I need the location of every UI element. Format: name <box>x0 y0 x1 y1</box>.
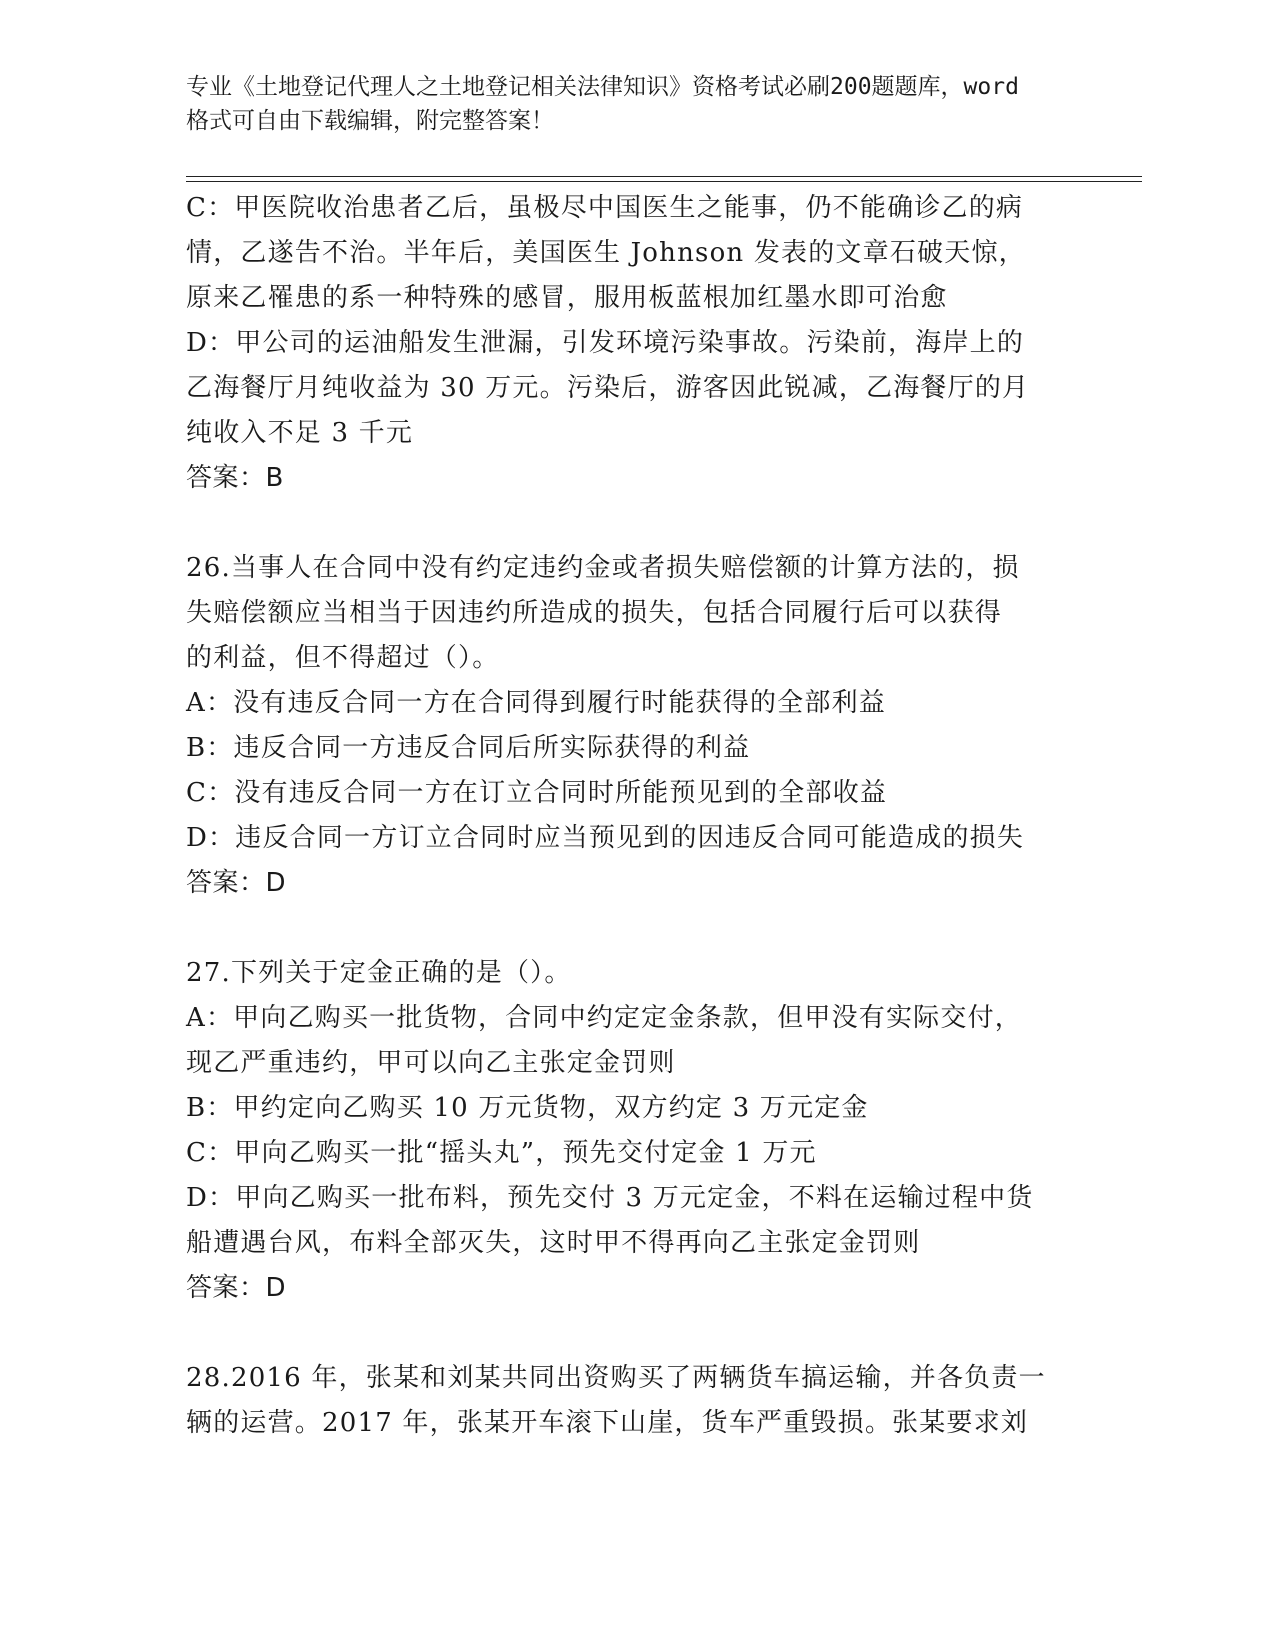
question-spacer <box>186 906 1086 951</box>
q26-option-d: D：违反合同一方订立合同时应当预见到的因违反合同可能造成的损失 <box>186 823 1025 853</box>
q27-option-b: B：甲约定向乙购买 10 万元货物，双方约定 3 万元定金 <box>186 1093 869 1123</box>
q26-stem <box>186 546 1086 681</box>
q27-option-d-line-1: D：甲向乙购买一批布料，预先交付 3 万元定金，不料在运输过程中货 <box>186 1183 1034 1213</box>
q25-option-c-line-1: C：甲医院收治患者乙后，虽极尽中国医生之能事，仍不能确诊乙的病 <box>186 193 1024 223</box>
question-spacer <box>186 1311 1086 1356</box>
q25-answer: 答案：B <box>186 463 284 493</box>
header-title-line-1: 专业《土地登记代理人之土地登记相关法律知识》资格考试必刷200题题库，word <box>186 74 1019 100</box>
q26-answer: 答案：D <box>186 868 287 898</box>
q25-option-c-line-2: 情，乙遂告不治。半年后，美国医生 Johnson 发表的文章石破天惊， <box>186 238 1026 268</box>
q25-option-d-line-3: 纯收入不足 3 千元 <box>186 418 414 448</box>
q26-option-c: C：没有违反合同一方在订立合同时所能预见到的全部收益 <box>186 778 888 808</box>
header-title-line-2: 格式可自由下载编辑，附完整答案！ <box>186 108 554 134</box>
q25-option-d-line-1: D：甲公司的运油船发生泄漏，引发环境污染事故。污染前，海岸上的 <box>186 328 1025 358</box>
q27-option-a-line-2: 现乙严重违约，甲可以向乙主张定金罚则 <box>186 1048 676 1078</box>
question-content <box>186 186 1086 1446</box>
q26-stem-line-2: 失赔偿额应当相当于因违约所造成的损失，包括合同履行后可以获得 <box>186 598 1003 628</box>
q27-stem: 27.下列关于定金正确的是（）。 <box>186 958 572 988</box>
header-divider-bottom <box>186 181 1142 182</box>
q26-stem-line-1: 26.当事人在合同中没有约定违约金或者损失赔偿额的计算方法的，损 <box>186 553 1020 583</box>
q27-answer: 答案：D <box>186 1273 287 1303</box>
q27-option-a <box>186 996 1086 1086</box>
document-header <box>186 70 1086 138</box>
q28-stem <box>186 1356 1086 1446</box>
q26-option-a: A：没有违反合同一方在合同得到履行时能获得的全部利益 <box>186 688 886 718</box>
q27-option-a-line-1: A：甲向乙购买一批货物，合同中约定定金条款，但甲没有实际交付， <box>186 1003 1022 1033</box>
q27-option-d <box>186 1176 1086 1266</box>
q27-option-c: C：甲向乙购买一批“摇头丸”，预先交付定金 1 万元 <box>186 1138 817 1168</box>
q25-option-d <box>186 321 1086 456</box>
q25-option-c-line-3: 原来乙罹患的系一种特殊的感冒，服用板蓝根加红墨水即可治愈 <box>186 283 948 313</box>
question-spacer <box>186 501 1086 546</box>
q28-stem-line-2: 辆的运营。2017 年，张某开车滚下山崖，货车严重毁损。张某要求刘 <box>186 1408 1029 1438</box>
q26-stem-line-3: 的利益，但不得超过（）。 <box>186 643 500 673</box>
q27-option-d-line-2: 船遭遇台风，布料全部灭失，这时甲不得再向乙主张定金罚则 <box>186 1228 921 1258</box>
q25-option-c <box>186 186 1086 321</box>
q25-option-d-line-2: 乙海餐厅月纯收益为 30 万元。污染后，游客因此锐减，乙海餐厅的月 <box>186 373 1030 403</box>
q28-stem-line-1: 28.2016 年，张某和刘某共同出资购买了两辆货车搞运输，并各负责一 <box>186 1363 1046 1393</box>
header-divider-top <box>186 176 1142 177</box>
q26-option-b: B：违反合同一方违反合同后所实际获得的利益 <box>186 733 751 763</box>
